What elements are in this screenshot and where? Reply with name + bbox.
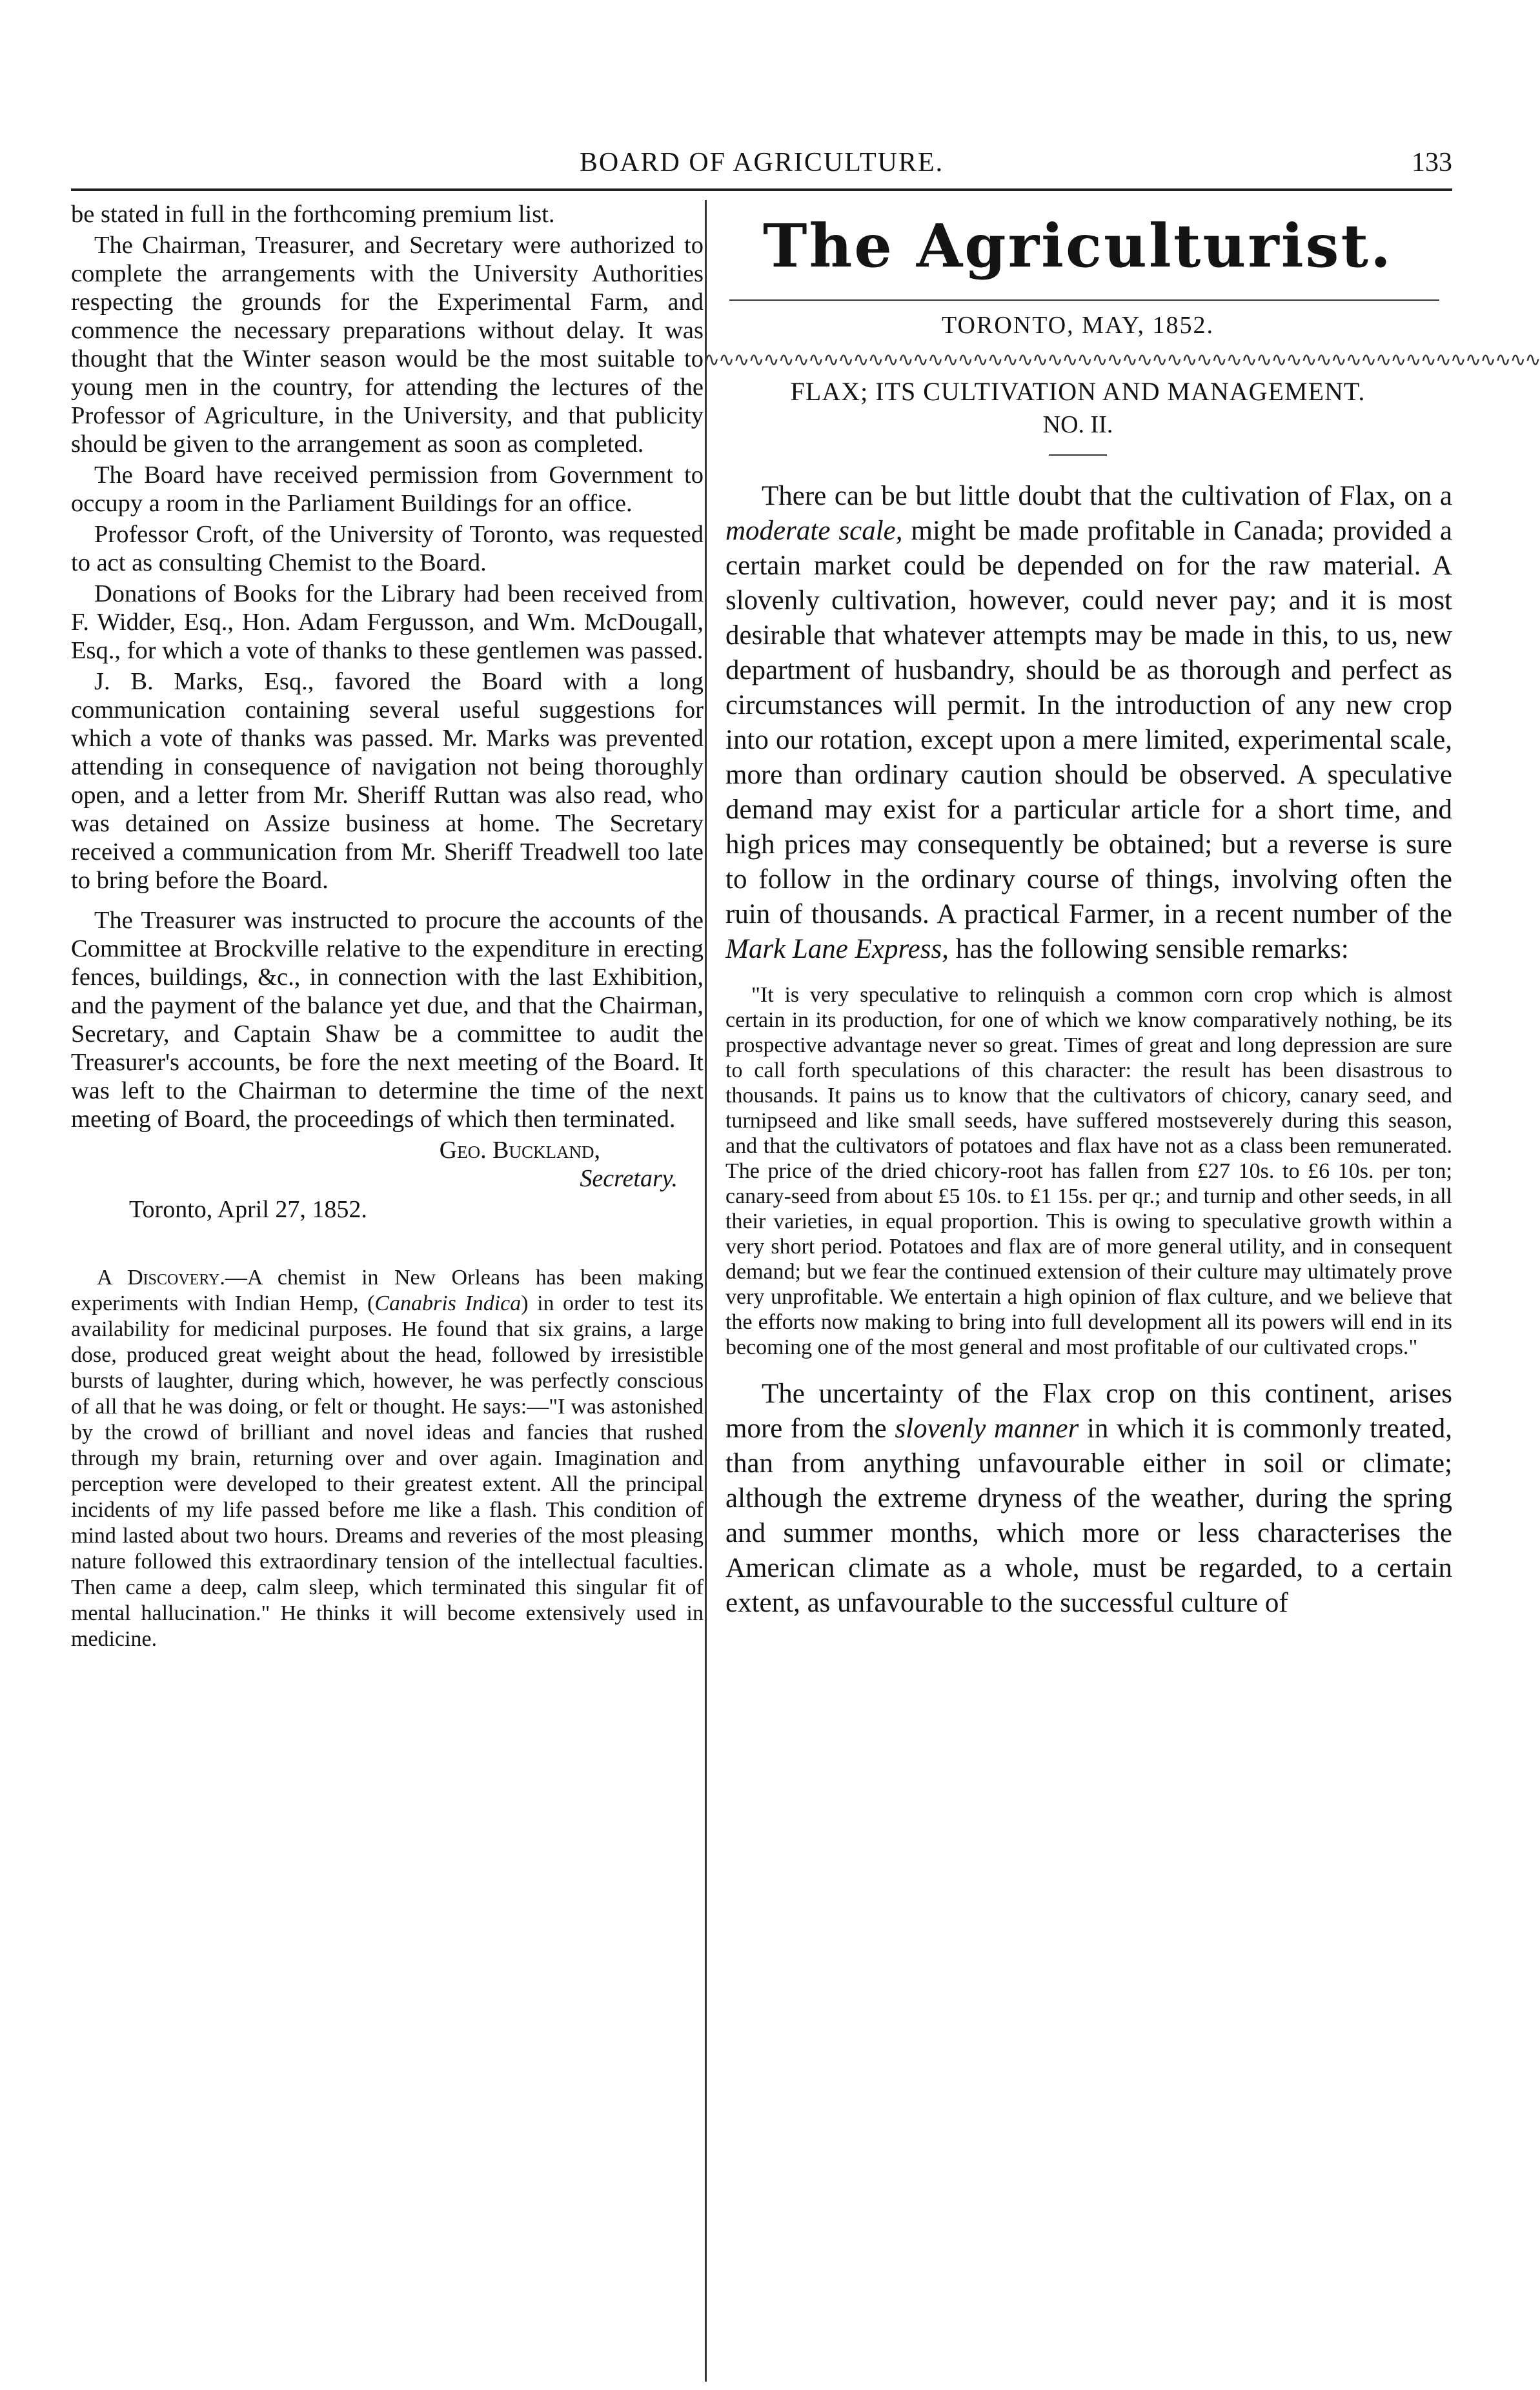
p1-italic-2: Mark Lane Express,: [725, 934, 949, 964]
discovery-text-a: —A chemist in New Orleans has been making experiments with Indian Hemp, (: [71, 1266, 704, 1315]
page-number: 133: [1412, 148, 1452, 177]
discovery-italic: Canabris Indica: [374, 1291, 522, 1315]
article-body: [704, 479, 1452, 1621]
right-column: [704, 200, 1540, 1621]
short-rule: [1049, 454, 1107, 456]
left-paragraph-7: The Treasurer was instructed to procure the accounts of the Committee at Brockville relative to the expenditure in erecting fences, buildings, &c., in connection with the last Exhibition, and the payment of the balance yet due, and that the Chairman, Secretary, and Captain Shaw be a committee to audit the Treasurer's accounts, be fore the next meeting of the Board. It was left to the Chairman to determine the time of the next meeting of Board, the proceedings of which then terminated.: [71, 907, 704, 1133]
article-paragraph-2: [725, 1377, 1452, 1621]
article-title: FLAX; ITS CULTIVATION AND MANAGEMENT.: [790, 377, 1366, 406]
header-rule: [71, 188, 1452, 191]
left-paragraph-3: The Board have received permission from Government to occupy a room in the Parliament Buildings for an office.: [71, 461, 704, 517]
block-quote: [725, 982, 1452, 1360]
p2-text-b: in which it is commonly treated, than from anything unfavourable either in soil or climate; although the extreme dryness of the weather, during the spring and summer months, which more or less characterises the American climate as a whole, must be regarded, to a certain extent, as unfavourable to the successful culture of: [725, 1413, 1452, 1618]
discovery-paragraph: [71, 1265, 704, 1652]
article-paragraph-1: [725, 479, 1452, 967]
left-paragraph-6: J. B. Marks, Esq., favored the Board with a long communication containing several useful suggestions for which a vote of thanks was passed. Mr. Marks was prevented attending in consequence of navigation not being thoroughly open, and a letter from Mr. Sheriff Ruttan was also read, who was detained on Assize business at home. The Secretary received a communication from Mr. Sheriff Treadwell too late to bring before the Board.: [71, 668, 704, 894]
signature-title: Secretary.: [580, 1165, 678, 1192]
discovery-article: [71, 1265, 704, 1652]
left-paragraph-1: be stated in full in the forthcoming premium list.: [71, 201, 555, 228]
signature-place-date: Toronto, April 27, 1852.: [129, 1196, 367, 1223]
article-number: NO. II.: [1042, 411, 1113, 438]
signature-name: Geo. Buckland,: [439, 1137, 600, 1164]
p1-text-c: has the following sensible remarks:: [948, 934, 1349, 964]
p1-text-a: There can be but little doubt that the cultivation of Flax, on a: [762, 481, 1452, 511]
p1-text-b: might be made profitable in Canada; provided a certain market could be depended on for the raw material. A slovenly cultivation, however, could never pay; and it is most desirable that whatever attempts may be made in this, to us, new department of husbandry, should be as thorough and perfect as circumstances will permit. In the introduction of any new crop into our rotation, except upon a mere limited, experimental scale, more than ordinary caution should be observed. A speculative demand may exist for a particular article for a short time, and high prices may consequently be obtained; but a reverse is sure to follow in the ordinary course of things, involving often the ruin of thousands. A practical Farmer, in a recent number of the: [725, 516, 1452, 929]
p1-italic: moderate scale,: [725, 516, 903, 546]
left-paragraph-2: The Chairman, Treasurer, and Secretary were authorized to complete the arrangements with the University Authorities respecting the grounds for the Experimental Farm, and commence the necessary preparations without delay. It was thought that the Winter season would be the most suitable to young men in the country, for attending the lectures of the Professor of Agriculture, in the University, and that publicity should be given to the arrangement as soon as completed.: [71, 232, 704, 458]
signature-block: [71, 1136, 704, 1224]
left-column: [71, 200, 704, 1652]
left-paragraph-5: Donations of Books for the Library had been received from F. Widder, Esq., Hon. Adam Fergusson, and Wm. McDougall, Esq., for which a vote of thanks to these gentlemen was passed.: [71, 580, 704, 664]
masthead: The Agriculturist.: [762, 211, 1393, 281]
left-paragraph-4: Professor Croft, of the University of Toronto, was requested to act as consulting Chemist to the Board.: [71, 521, 704, 576]
wavy-divider: ∿∿∿∿∿∿∿∿∿∿∿∿∿∿∿∿∿∿∿∿∿∿∿∿∿∿∿∿∿∿∿∿∿∿∿∿∿∿∿∿∿∿∿∿∿∿∿∿∿∿∿∿∿∿∿∿: [704, 349, 1540, 370]
running-title: BOARD OF AGRICULTURE.: [579, 148, 944, 177]
dateline: TORONTO, MAY, 1852.: [942, 312, 1214, 339]
masthead-rule: [729, 299, 1439, 301]
p2-text-a: The uncertainty of the Flax crop on this continent, arises more from the: [725, 1379, 1452, 1444]
page-header: [71, 147, 1452, 186]
p2-italic: slovenly manner: [895, 1413, 1079, 1444]
quote-paragraph: "It is very speculative to relinquish a common corn crop which is almost certain in its production, for one of which we know comparatively nothing, be its prospective advantage never so great. Times of great and long depression are sure to call forth speculations of this character: the result has been disastrous to thousands. It pains us to know that the cultivators of chicory, canary seed, and turnipseed and like small seeds, have suffered mostseverely during this season, and that the cultivators of potatoes and flax have not as a class been remunerated. The price of the dried chicory-root has fallen from £27 10s. to £6 10s. per ton; canary-seed from about £5 10s. to £1 15s. per qr.; and turnip and other seeds, in all their varieties, in equal proportion. This is owing to speculative growth within a very short period. Potatoes and flax are of more general utility, and in consequent demand; but we fear the continued extension of their culture may ultimately prove very unprofitable. We entertain a high opinion of flax culture, and we believe that the efforts now making to bring into full development all its powers will end in its becoming one of the most general and most profitable of our cultivated crops.": [725, 983, 1452, 1359]
discovery-lead: A Discovery.: [97, 1266, 225, 1290]
discovery-text-b: ) in order to test its availability for medicinal purposes. He found that six grains, a large dose, produced great weight about the head, followed by irresistible bursts of laughter, during which, however, he was perfectly conscious of all that he was doing, or felt or thought. He says:—"I was astonished by the crowd of brilliant and novel ideas and fancies that rushed through my brain, returning over and over again. Imagination and perception were developed to their greatest extent. All the principal incidents of my life passed before me like a flash. This condition of mind lasted about two hours. Dreams and reveries of the most pleasing nature followed this extraordinary tension of the intellectual faculties. Then came a deep, calm sleep, which terminated this singular fit of mental hallucination." He thinks it will become extensively used in medicine.: [71, 1291, 704, 1651]
